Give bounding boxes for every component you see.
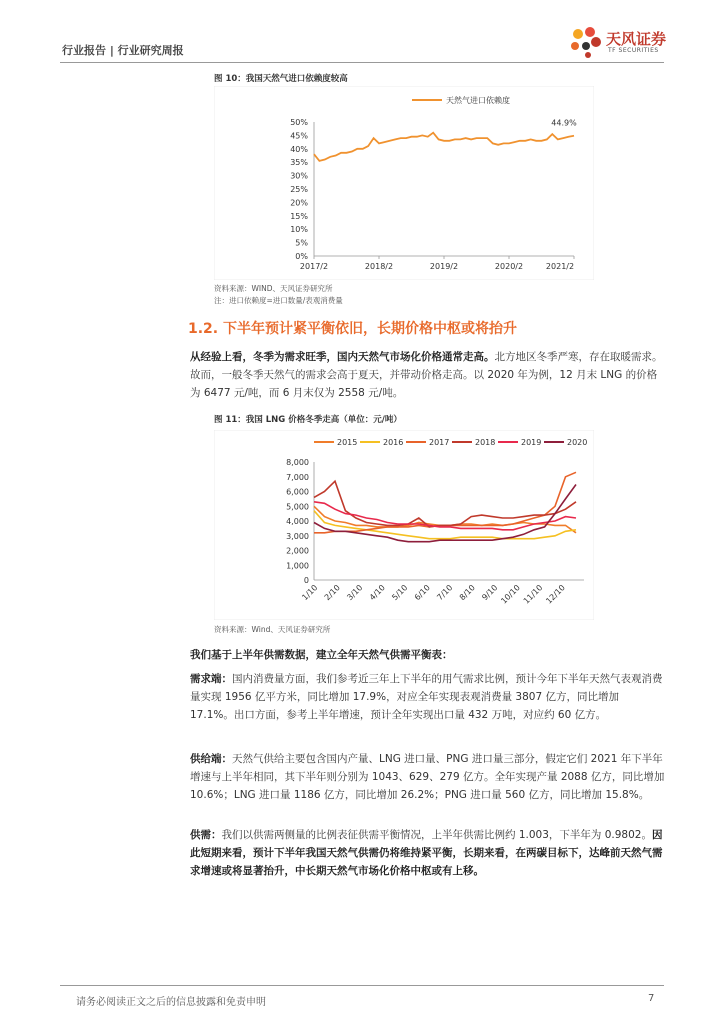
x-tick-label: 2018/2 [364,262,394,271]
paragraph-balance [190,826,666,880]
y-tick-label: 0% [295,252,308,261]
figure-10-chart [214,86,594,280]
y-tick-label: 4,000 [286,517,309,526]
y-tick-label: 25% [290,185,308,194]
legend-label-dependence: 天然气进口依赖度 [446,96,510,105]
figure-10-note: 注：进口依赖度=进口数量/表观消费量 [214,296,343,305]
figure-10-source: 资料来源：WIND、天风证券研究所 [214,284,333,293]
paragraph-body: 天然气供给主要包含国内产量、LNG 进口量、PNG 进口量三部分，假定它们 2021 年下半年增速与上半年相同，其下半年则分别为 1043、629、279 亿方。全年实现产量 2088 亿方，同比增加 10.6%；LNG 进口量 1186 亿方，同比增加 26.2%；PNG 进口量 560 亿方，同比增加 15.8%。 [190,753,665,801]
x-tick-label: 11/10 [521,583,545,606]
figure-10-title: 图 10：我国天然气进口依赖度较高 [214,74,348,84]
y-tick-label: 3,000 [286,531,309,541]
y-tick-label: 35% [290,158,308,168]
y-tick-label: 1,000 [286,561,309,571]
paragraph-body: 国内消费量方面，我们参考近三年上下半年的用气需求比例，预计今年下半年天然气表观消费量实现 1956 亿平方米，同比增加 17.9%，对应全年实现表观消费量 3807 亿方，同比增加 17.1%。出口方面，参考上半年增速，预计全年实现出口量 432 万吨，对应约 60 亿方。 [190,673,663,721]
y-tick-label: 2,000 [286,546,309,556]
logo-text: 天风证券 [606,30,667,48]
y-tick-label: 50% [290,118,308,127]
paragraph-conclusion: 因此短期来看，预计下半年我国天然气供需仍将维持紧平衡，长期来看，在两碳目标下，达峰前天然气需求增速或将显著抬升，中长期天然气市场化价格中枢或有上移。 [190,829,663,877]
x-tick-label: 2/10 [322,583,342,603]
paragraph-winter-demand [190,348,666,402]
y-tick-label: 10% [290,225,308,235]
logo-subtext: TF SECURITIES [608,47,659,54]
legend-label-2015: 2015 [337,438,358,447]
x-tick-label: 2019/2 [429,262,459,271]
legend-label-2017: 2017 [429,438,450,447]
x-tick-label: 7/10 [435,583,455,603]
last-value-label: 44.9% [551,118,577,128]
y-tick-label: 8,000 [286,458,309,467]
page-number: 7 [648,993,655,1004]
x-tick-label: 9/10 [480,583,500,603]
x-tick-label: 2017/2 [299,262,329,271]
x-tick-label: 5/10 [390,583,410,603]
y-tick-label: 6,000 [286,487,309,497]
figure-11-title: 图 11：我国 LNG 价格冬季走高（单位：元/吨） [214,415,402,425]
x-tick-label: 2020/2 [494,262,524,271]
paragraph-body: 我们以供需两侧量的比例表征供需平衡情况，上半年供需比例约 1.003，下半年为 0.9802。 [221,829,652,841]
header-divider [60,62,664,63]
y-tick-label: 7,000 [286,472,309,482]
paragraph-lead: 从经验上看，冬季为需求旺季，国内天然气市场化价格通常走高。 [190,351,495,363]
report-type-header: 行业报告 | 行业研究周报 [62,44,184,57]
y-tick-label: 5,000 [286,502,309,512]
y-tick-label: 15% [290,211,308,221]
legend-label-2016: 2016 [383,438,404,447]
logo-flower-icon [566,24,606,60]
section-title: 1.2. 下半年预计紧平衡依旧，长期价格中枢或将抬升 [188,321,517,337]
figure-11-chart [214,430,594,620]
figure-11-source: 资料来源：Wind、天风证券研究所 [214,625,331,634]
y-tick-label: 45% [290,131,308,141]
company-logo [566,24,676,60]
x-tick-label: 1/10 [300,583,320,603]
y-tick-label: 20% [290,198,308,208]
paragraph-supply [190,750,666,804]
y-tick-label: 0 [303,576,309,585]
x-tick-label: 8/10 [457,583,477,603]
x-tick-label: 3/10 [345,583,365,603]
paragraph-body: 北方地区冬季严寒，存在取暖需求。故而，一般冬季天然气的需求会高于夏天，并带动价格走高。以 2020 年为例，12 月末 LNG 的价格为 6477 元/吨，而 6 月末仅为 2558 元/吨。 [190,351,663,399]
x-tick-label: 2021/2 [545,262,575,271]
paragraph-lead: 供给端： [190,753,232,765]
legend-label-2019: 2019 [521,438,542,447]
footer-disclaimer: 请务必阅读正文之后的信息披露和免责申明 [76,997,266,1008]
footer-divider [60,985,664,986]
paragraph-lead: 需求端： [190,673,232,685]
paragraph-balance-intro: 我们基于上半年供需数据，建立全年天然气供需平衡表： [190,649,453,661]
y-tick-label: 30% [290,171,308,181]
x-tick-label: 12/10 [544,583,567,606]
x-tick-label: 6/10 [412,583,432,603]
x-tick-label: 10/10 [499,583,522,606]
paragraph-demand [190,670,666,724]
x-tick-label: 4/10 [367,583,387,603]
y-tick-label: 40% [290,144,308,154]
legend-label-2020: 2020 [567,438,588,447]
legend-label-2018: 2018 [475,438,496,447]
paragraph-lead: 供需： [190,829,222,841]
y-tick-label: 5% [295,238,308,248]
